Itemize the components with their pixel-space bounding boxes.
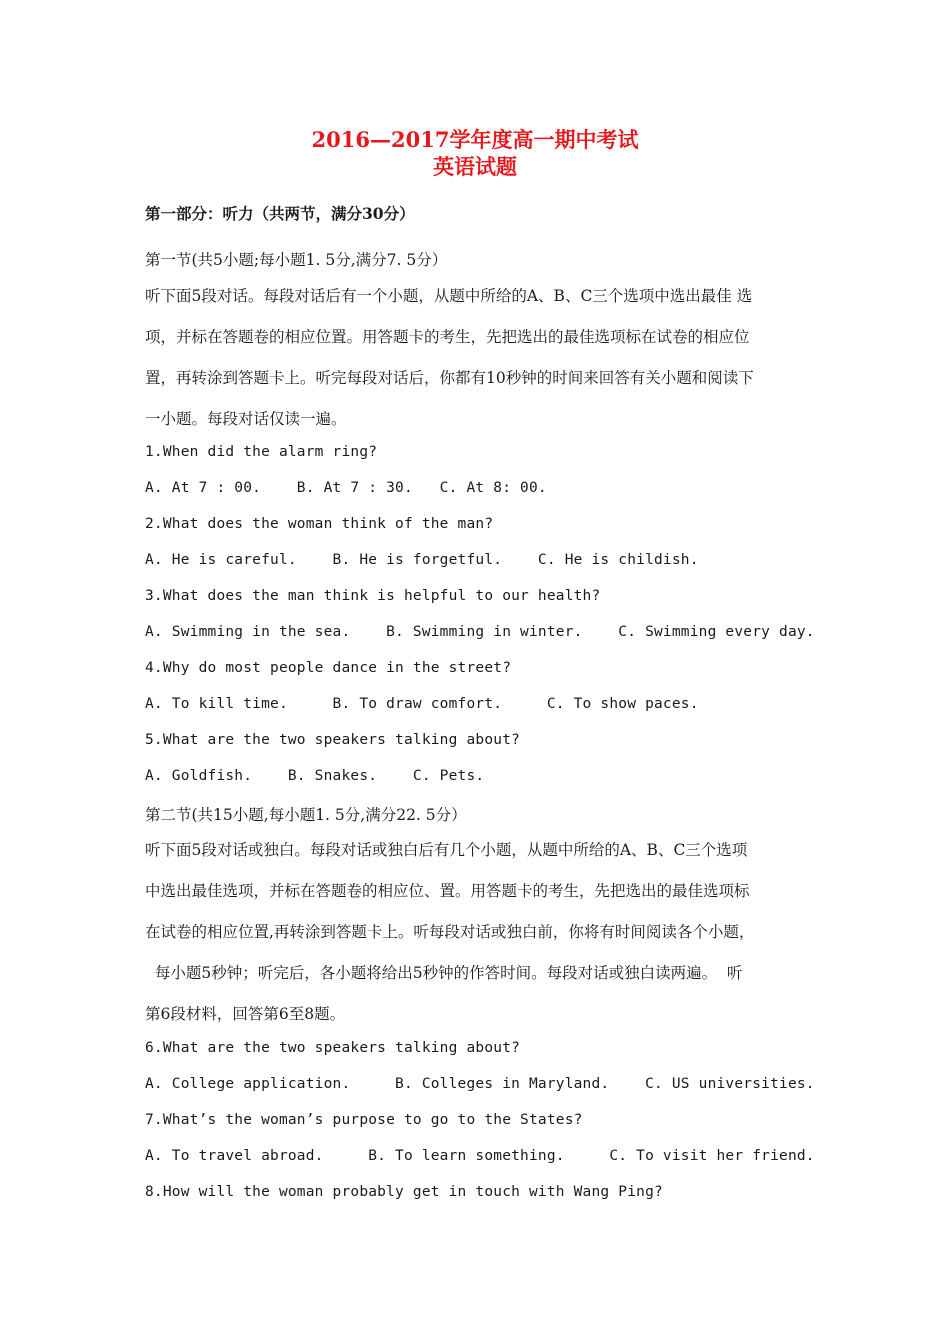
question-5-options: A. Goldfish. B. Snakes. C. Pets. [145,768,485,784]
exam-title: 2016—2017学年度高一期中考试 [311,127,639,152]
question-4-options: A. To kill time. B. To draw comfort. C. To show paces. [145,696,699,712]
section2-heading: 第二节(共15小题,每小题1. 5分,满分22. 5分） [145,806,467,824]
section2-instruction-line: 第6段材料，回答第6至8题。 [145,1005,346,1023]
question-7: 7.What’s the woman’s purpose to go to the States? [145,1112,583,1128]
question-2: 2.What does the woman think of the man? [145,516,494,532]
section2-instruction-line: 听下面5段对话或独白。每段对话或独白后有几个小题，从题中所给的A、B、C三个选项 [145,841,748,859]
question-6-options: A. College application. B. Colleges in Maryland. C. US universities. [145,1076,815,1092]
question-4: 4.Why do most people dance in the street? [145,660,512,676]
section1-instruction-line: 听下面5段对话。每段对话后有一个小题，从题中所给的A、B、C三个选项中选出最佳 选 [145,287,753,305]
section1-instruction-line: 项，并标在答题卷的相应位置。用答题卡的考生，先把选出的最佳选项标在试卷的相应位 [145,328,750,346]
question-2-options: A. He is careful. B. He is forgetful. C. He is childish. [145,552,699,568]
section2-instruction-line: 中选出最佳选项，并标在答题卷的相应位、置。用答题卡的考生，先把选出的最佳选项标 [145,882,750,900]
question-6: 6.What are the two speakers talking about? [145,1040,521,1056]
section1-heading: 第一节(共5小题;每小题1. 5分,满分7. 5分） [145,251,448,269]
part1-heading: 第一部分：听力（共两节，满分30分） [145,204,415,223]
section1-instruction-line: 置，再转涂到答题卡上。听完每段对话后，你都有10秒钟的时间来回答有关小题和阅读下 [145,369,754,387]
question-3: 3.What does the man think is helpful to our health? [145,588,601,604]
section1-instruction-line: 一小题。每段对话仅读一遍。 [145,410,347,428]
exam-subtitle: 英语试题 [433,154,517,179]
section2-instruction-line: 每小题5秒钟；听完后，各小题将给出5秒钟的作答时间。每段对话或独白读两遍。 听 [145,964,743,982]
section2-instruction-line: 在试卷的相应位置,再转涂到答题卡上。听每段对话或独白前，你将有时间阅读各个小题， [145,923,755,941]
question-8: 8.How will the woman probably get in touch with Wang Ping? [145,1184,663,1200]
question-3-options: A. Swimming in the sea. B. Swimming in winter. C. Swimming every day. [145,624,815,640]
question-1: 1.When did the alarm ring? [145,444,378,460]
question-5: 5.What are the two speakers talking about? [145,732,521,748]
question-1-options: A. At 7 : 00. B. At 7 : 30. C. At 8: 00. [145,480,547,496]
question-7-options: A. To travel abroad. B. To learn something. C. To visit her friend. [145,1148,815,1164]
